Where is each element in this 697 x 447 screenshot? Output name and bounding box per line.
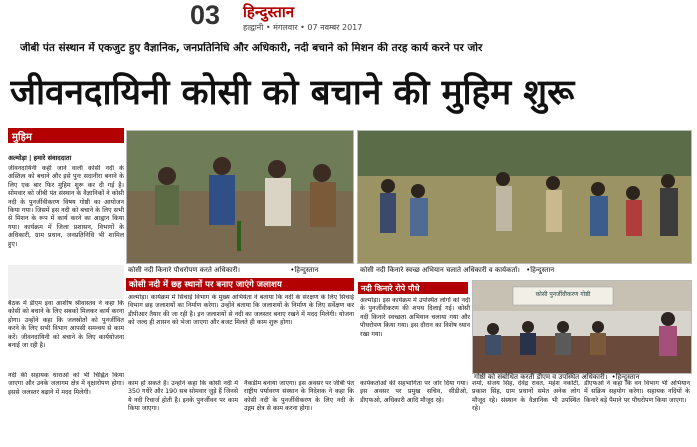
photo1-caption-text: कोसी नदी किनारे पौधरोपण करते अधिकारी। bbox=[128, 266, 241, 274]
dateline: अल्मोड़ा | हमारे संवाददाता bbox=[8, 154, 72, 162]
seminar-banner: कोसी पुनर्जीवीकरण गोष्ठी bbox=[535, 291, 591, 298]
photo1-caption bbox=[128, 266, 352, 275]
photo-plantation bbox=[126, 130, 354, 264]
story3-col3: डीएफओ ने कहा कि वन विभाग भी अभियान में सक्रिय सहयोग करेगा। सहायक नदियों के किनारे बड़े पैमाने पर पौधरोपण किया जाएगा। bbox=[584, 380, 690, 404]
lead-column-1: जीवनदायिनी कही जाने वाली कोसी नदी के अस्तित्व को बचाने और इसे पुनः सदानीरा बनाने के लिए एक बार फिर मुहिम शुरू कर दी गई है। सोमवार को जीबी पंत संस्थान के वैज्ञानिकों ने कोसी नदी के पुनर्जीवीकरण विषय गोष्ठी का आयोजन किया गया। जिसमें इस नदी को बचाने के लिए सभी से मिशन के रूप में कार्य करने का आह्वान किया गया। कार्यक्रम में जिला प्रशासन, विभागों के अधिकारी, ग्राम प्रधान, जनप्रतिनिधि भी शामिल हुए। bbox=[8, 165, 124, 248]
section-label-box bbox=[8, 128, 124, 143]
story2-body: अल्मोड़ा। कार्यक्रम में सिंचाई विभाग के मुख्य अभियंता ने बताया कि नदी के संरक्षण के लिए सिंचाई विभाग छह जलाशयों का निर्माण करेगा। उन्होंने बताया कि जलाशयों के निर्माण के लिए सर्वेक्षण कर डीपीआर तैयार की जा रही है। इन जलाशयों से नदी का जलस्तर बनाए रखने में मदद मिलेगी। योजना को जल्द ही शासन को भेजा जाएगा और बजट मिलते ही काम शुरू होगा। bbox=[128, 294, 354, 327]
photo-seminar bbox=[472, 280, 692, 374]
page-number: 03 bbox=[190, 0, 221, 30]
masthead-meta: हल्द्वानी • मंगलवार • 07 नवम्बर 2017 bbox=[243, 23, 363, 32]
photo3-credit: •हिन्दुस्तान bbox=[611, 373, 640, 381]
story2-headline: कोसी नदी में छह स्थानों पर बनाए जाएंगे जलाशय bbox=[129, 280, 282, 290]
story2-col2: नैकडीम बनाया जाएगा। इस अवसर पर जीबी पंत राष्ट्रीय पर्यावरण संस्थान के निदेशक ने कहा कि कोसी नदी के पुनर्जीवीकरण के लिए नदी के उद्गम क्षेत्र से काम करना होगा। bbox=[244, 380, 354, 413]
story3-body: अल्मोड़ा। इस कार्यक्रम में उपस्थित लोगों को नदी के पुनर्जीवीकरण की शपथ दिलाई गई। कोसी नदी किनारे स्वच्छता अभियान चलाया गया और पौधरोपण किया गया। इस दौरान का विशेष ध्यान रखा गया। bbox=[360, 297, 470, 338]
photo3-caption-text: गोष्ठी को संबोधित करतीं डीएम व उपस्थित अधिकारी। bbox=[474, 373, 608, 381]
kicker: जीबी पंत संस्थान में एकजुट हुए वैज्ञानिक, जनप्रतिनिधि और अधिकारी, नदी बचाने को मिशन की तरह कार्य करने पर जोर bbox=[20, 42, 483, 54]
photo1-credit: •हिन्दुस्तान bbox=[290, 266, 319, 274]
photo2-caption-text: कोसी नदी किनारे स्वच्छ अभियान चलाते अधिकारी व कार्यकर्ता। bbox=[360, 266, 520, 274]
lead-column-2: बैठक में डीएम इवा आशीष श्रीवास्तव ने कहा कि कोसी को बचाने के लिए सबको मिलकर कार्य करना होगा। उन्होंने कहा कि जलस्रोतों को पुनर्जीवित करने के लिए सभी विभाग आपसी समन्वय से काम करें। जीवनदायिनी को बचाने के लिए कार्ययोजना बनाई जा रही है। bbox=[8, 300, 124, 350]
photo3-caption bbox=[474, 373, 690, 382]
story3-headline-box bbox=[358, 282, 468, 294]
photo2-caption bbox=[360, 266, 690, 275]
photo-cleanliness-drive bbox=[357, 130, 692, 264]
story3-headline: नदी किनारे रोपे पौधे bbox=[361, 284, 420, 293]
story2-col1: काम हो सकते है। उन्होंने कहा कि कोसी नदी में 350 गधेरे और 190 सब सोमवार जुड़े हैं जिनसे ये नदी रिचार्ज होती है। इनके पुनर्जीवन पर काम किया जाएगा। bbox=[128, 380, 238, 413]
paper-name: हिन्दुस्तान bbox=[243, 3, 295, 21]
lead-column-3: नदी की सहायक धाराओं को भी चिह्नित किया जाएगा और उनके जलागम क्षेत्र में वृक्षारोपण होगा। इससे जलस्तर बढ़ाने में मदद मिलेगी। bbox=[8, 372, 124, 396]
section-label: मुहिम bbox=[12, 132, 32, 143]
headline: जीवनदायिनी कोसी को बचाने की मुहिम शुरू bbox=[10, 73, 575, 113]
story2-headline-box bbox=[126, 278, 354, 291]
story3-col2: शर्मा, संजय सिंह, देवेंद्र रावत, महेश नकोटी, प्रकाश सिंह, ग्राम प्रधानों समेत अनेक लोग मौजूद रहे। संस्थान के वैज्ञानिक भी उपस्थित रहे। bbox=[472, 380, 580, 413]
photo2-credit: •हिन्दुस्तान bbox=[526, 266, 555, 274]
story3-col1: कार्यकर्ताओं की सहभागिता पर जोर दिया गया। इस अवसर पर प्रमुख सचिव, सीडीओ, डीएफओ, अधिकारी आदि मौजूद रहे। bbox=[360, 380, 468, 404]
